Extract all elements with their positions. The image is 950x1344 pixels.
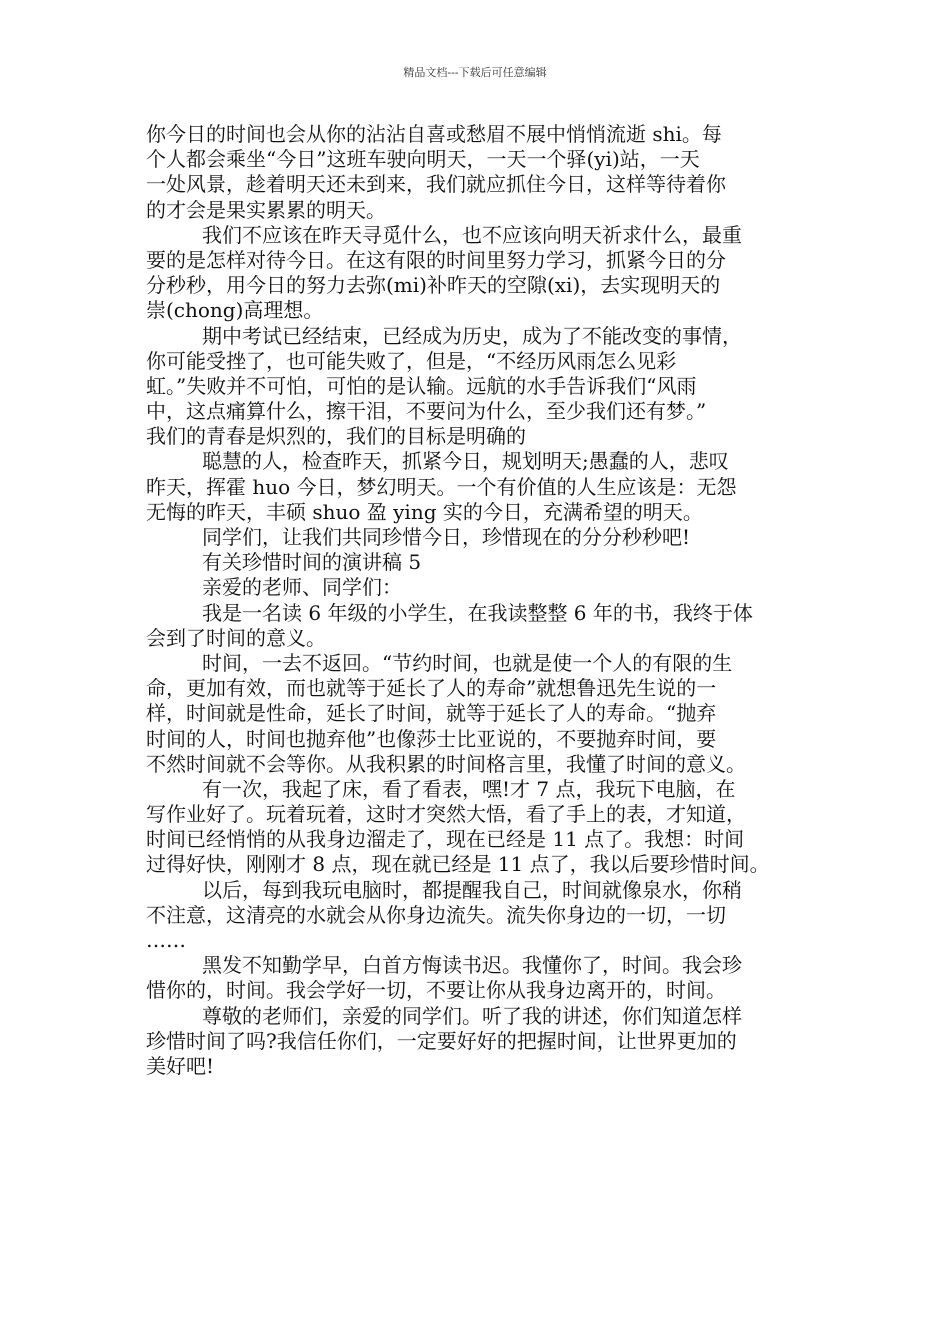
text-line: 不注意，这清亮的水就会从你身边流失。流失你身边的一切，一切 [146,902,726,927]
text-line: 惜你的，时间。我会学好一切，不要让你从我身边离开的，时间。 [146,978,726,1003]
text-line: 时间已经悄悄的从我身边溜走了，现在已经是 11 点了。我想：时间 [146,827,745,852]
document-body [146,122,826,1079]
text-line: 你可能受挫了，也可能失败了，但是，“不经历风雨怎么见彩 [146,348,677,373]
text-line: 时间的人，时间也抛弃他”也像莎士比亚说的，不要抛弃时间，要 [146,726,717,751]
text-line: 同学们，让我们共同珍惜今日，珍惜现在的分分秒秒吧! [202,525,691,549]
text-line: 美好吧! [146,1053,215,1078]
text-line: 会到了时间的意义。 [146,625,326,650]
text-line: 珍惜时间了吗?我信任你们，一定要好好的把握时间，让世界更加的 [146,1028,737,1053]
text-line: 我是一名读 6 年级的小学生，在我读整整 6 年的书，我终于体 [202,600,753,625]
text-line: 中，这点痛算什么，擦干泪，不要问为什么，至少我们还有梦。” [146,399,707,424]
text-line: 要的是怎样对待今日。在这有限的时间里努力学习，抓紧今日的分 [146,247,726,272]
text-line: 个人都会乘坐“今日”这班车驶向明天，一天一个驿(yi)站，一天 [146,147,700,172]
text-line: 尊敬的老师们，亲爱的同学们。听了我的讲述，你们知道怎样 [202,1003,742,1028]
text-line: 聪慧的人，检查昨天，抓紧今日，规划明天;愚蠢的人，悲叹 [202,449,729,474]
text-line: 一处风景，趁着明天还未到来，我们就应抓住今日，这样等待着你 [146,172,726,197]
text-line: 时间，一去不返回。“节约时间，也就是使一个人的有限的生 [202,650,733,675]
text-line: 有关珍惜时间的演讲稿 5 [202,550,422,575]
text-line: 我们不应该在昨天寻觅什么，也不应该向明天祈求什么，最重 [202,222,742,247]
text-line: 分秒秒，用今日的努力去弥(mi)补昨天的空隙(xi)，去实现明天的 [146,273,721,298]
text-line: 期中考试已经结束，已经成为历史，成为了不能改变的事情， [202,323,742,348]
text-line: 写作业好了。玩着玩着，这时才突然大悟，看了手上的表，才知道， [146,802,746,827]
text-line: 虹。”失败并不可怕，可怕的是认输。远航的水手告诉我们“风雨 [146,373,697,398]
text-line: 的才会是果实累累的明天。 [146,197,386,222]
text-line: 崇(chong)高理想。 [146,298,324,323]
page-header: 精品文档---下载后可任意编辑 [403,66,547,79]
text-line: …… [146,928,186,952]
text-line: 不然时间就不会等你。从我积累的时间格言里，我懂了时间的意义。 [146,751,746,776]
text-line: 黑发不知勤学早，白首方悔读书迟。我懂你了，时间。我会珍 [202,953,742,978]
text-line: 昨天，挥霍 huo 今日，梦幻明天。一个有价值的人生应该是：无怨 [146,474,737,499]
text-line: 亲爱的老师、同学们： [202,575,402,600]
text-line: 过得好快，刚刚才 8 点，现在就已经是 11 点了，我以后要珍惜时间。 [146,852,770,877]
text-line: 我们的青春是炽烈的，我们的目标是明确的 [146,424,526,449]
text-line: 有一次，我起了床，看了看表，嘿!才 7 点，我玩下电脑，在 [202,776,736,801]
text-line: 命，更加有效，而也就等于延长了人的寿命”就想鲁迅先生说的一 [146,676,717,701]
text-line: 样，时间就是性命，延长了时间，就等于延长了人的寿命。“抛弃 [146,701,717,726]
text-line: 无悔的昨天，丰硕 shuo 盈 ying 实的今日，充满希望的明天。 [146,499,703,524]
text-line: 你今日的时间也会从你的沾沾自喜或愁眉不展中悄悄流逝 shi。每 [146,122,722,146]
text-line: 以后，每到我玩电脑时，都提醒我自己，时间就像泉水，你稍 [202,877,742,902]
